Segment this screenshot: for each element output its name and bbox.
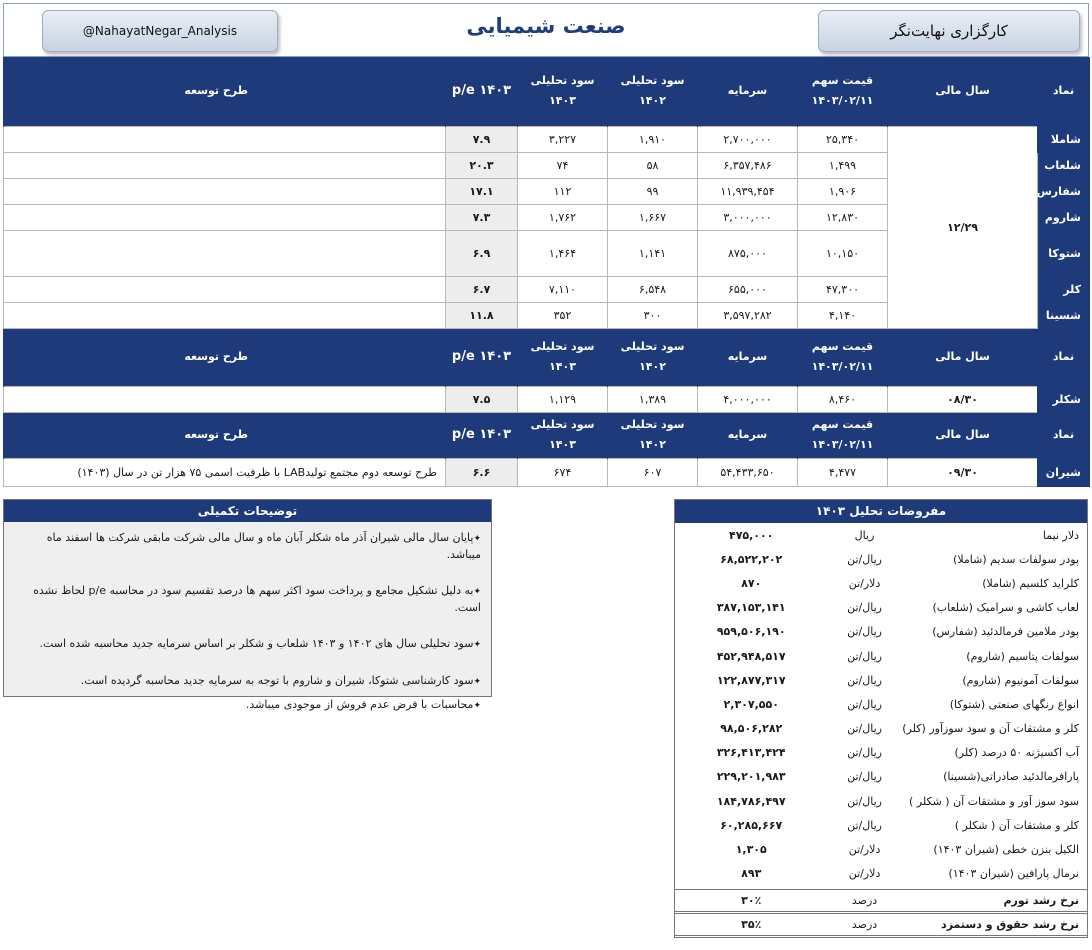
table-row [4,386,1090,412]
capital-cell: ۶۵۵,۰۰۰ [698,276,798,302]
assumption-row [675,741,1087,765]
assumption-name: کلراید کلسیم (شاملا) [982,576,1079,590]
pe-cell: ۶.۷ [446,276,518,302]
symbol-cell: شاروم [1038,204,1090,230]
handle-badge[interactable] [42,10,278,52]
development-cell [4,178,446,204]
pe-cell: ۶.۹ [446,230,518,276]
assumption-unit: ریال/تن [847,649,882,663]
page-title: صنعت شیمیایی [466,14,626,38]
pe-cell: ۷.۵ [446,386,518,412]
col-price-l1: قیمت سهم [811,418,874,431]
eps1402-cell: ۶,۵۴۸ [608,276,698,302]
capital-cell: ۴,۰۰۰,۰۰۰ [698,386,798,412]
assumption-value: ۴۷۵,۰۰۰ [728,528,774,542]
col-eps1402-l1: سود تحلیلی [620,418,685,431]
assumptions-panel [674,499,1088,938]
capital-cell: ۵۴,۴۳۳,۶۵۰ [698,458,798,486]
development-cell [4,386,446,412]
symbol-cell: شفارس [1038,178,1090,204]
fiscal-year-cell: ۰۸/۳۰ [888,386,1038,412]
assumption-unit: ریال [854,528,875,542]
assumption-value: ۳۲۶,۴۱۳,۴۲۴ [716,746,786,760]
col-fiscal-year: سال مالی [888,412,1038,458]
eps1403-cell: ۱,۴۶۴ [518,230,608,276]
price-cell: ۱,۴۹۹ [798,152,888,178]
symbol-cell: شلعاب [1038,152,1090,178]
assumption-unit: ریال/تن [847,625,882,639]
assumption-row [675,644,1087,668]
pe-cell: ۲۰.۳ [446,152,518,178]
col-capital: سرمایه [698,57,798,126]
col-price-l1: قیمت سهم [811,340,874,353]
development-cell [4,302,446,328]
assumption-row [675,813,1087,837]
col-fiscal-year: سال مالی [888,57,1038,126]
bullet-icon: ✦ [473,640,481,650]
col-price-l2: ۱۴۰۳/۰۲/۱۱ [811,438,874,451]
col-price-l2: ۱۴۰۳/۰۲/۱۱ [811,360,874,373]
price-cell: ۸,۴۶۰ [798,386,888,412]
note-text: محاسبات با فرض عدم فروش از موجودی میباشد. [245,698,474,711]
bullet-icon: ✦ [473,587,481,597]
assumption-row [675,596,1087,620]
assumption-unit: ریال/تن [847,770,882,784]
col-eps1402-l1: سود تحلیلی [620,74,685,88]
col-eps1403-l1: سود تحلیلی [530,418,595,431]
symbol-cell: شسینا [1038,302,1090,328]
assumption-row [675,765,1087,789]
capital-cell: ۳,۰۰۰,۰۰۰ [698,204,798,230]
assumption-row [675,668,1087,692]
development-cell [4,230,446,276]
col-eps1403-l2: ۱۴۰۳ [549,94,576,108]
col-capital: سرمایه [698,328,798,386]
header-row-1 [4,57,1090,126]
col-development: طرح توسعه [4,328,446,386]
table-row [4,126,1090,152]
pe-cell: ۱۷.۱ [446,178,518,204]
assumption-row [675,692,1087,716]
assumption-row [675,717,1087,741]
col-capital: سرمایه [698,412,798,458]
assumption-value: ۶۰,۲۸۵,۶۶۷ [720,818,783,832]
assumptions-title: مفروضات تحلیل ۱۴۰۳ [675,500,1087,523]
symbol-cell: شکلر [1038,386,1090,412]
eps1402-cell: ۹۹ [608,178,698,204]
price-cell: ۱۰,۱۵۰ [798,230,888,276]
assumption-name: کلر و مشتقات آن ( شکلر ) [954,818,1079,832]
eps1403-cell: ۱,۷۶۲ [518,204,608,230]
assumption-unit: ریال/تن [847,552,882,566]
assumption-value: ۸۹۳ [741,867,762,881]
col-price [798,328,888,386]
assumption-name: نرمال پارافین (شیران ۱۴۰۳) [948,867,1079,881]
price-cell: ۴,۱۴۰ [798,302,888,328]
assumption-row [675,620,1087,644]
assumption-value: ۶۸,۵۲۲,۲۰۲ [720,552,783,566]
brand-text: کارگزاری نهایت‌نگر [890,22,1008,40]
eps1402-cell: ۳۰۰ [608,302,698,328]
assumption-name: پودر سولفات سدیم (شاملا) [953,552,1079,566]
col-development: طرح توسعه [4,57,446,126]
header-row-3 [4,412,1090,458]
symbol-cell: کلر [1038,276,1090,302]
col-development: طرح توسعه [4,412,446,458]
development-cell [4,276,446,302]
bullet-icon: ✦ [473,534,481,544]
eps1402-cell: ۱,۹۱۰ [608,126,698,152]
symbol-cell: شاملا [1038,126,1090,152]
brand-badge[interactable] [818,10,1080,52]
notes-list [4,522,491,714]
bullet-icon: ✦ [473,701,481,711]
assumption-row [675,837,1087,861]
col-eps1402 [608,57,698,126]
col-eps1403 [518,412,608,458]
valuation-table [3,57,1090,487]
eps1403-cell: ۱,۱۲۹ [518,386,608,412]
assumption-name: سولفات پتاسیم (شاروم) [966,649,1079,663]
assumption-name: انواع رنگهای صنعتی (شتوکا) [949,697,1079,711]
assumption-name: دلار نیما [1042,528,1079,542]
assumption-value: ۳۸۷,۱۵۳,۱۴۱ [716,601,786,615]
assumption-name: کلر و مشتقات آن و سود سوزآور (کلر) [902,722,1079,736]
capital-cell: ۸۷۵,۰۰۰ [698,230,798,276]
col-price-l2: ۱۴۰۳/۰۲/۱۱ [811,94,874,108]
handle-text: @NahayatNegar_Analysis [82,24,238,38]
note-text: پایان سال مالی شیران آذر ماه شکلر آبان ماه و سال مالی شرکت مابقی شرکت ها اسفند ماه میباشد. [46,531,481,561]
assumption-unit: دلار/تن [848,843,881,857]
inflation-rate-row [675,889,1087,912]
col-eps1403-l1: سود تحلیلی [530,74,595,88]
pe-cell: ۱۱.۸ [446,302,518,328]
assumption-unit: ریال/تن [847,697,882,711]
note-text: سود کارشناسی شتوکا، شیران و شاروم با توجه به سرمایه جدید محاسبه گردیده است. [80,674,474,687]
eps1403-cell: ۳۵۲ [518,302,608,328]
wage-rate-row [675,913,1087,936]
development-cell [4,152,446,178]
wage-rate-unit: درصد [851,918,878,931]
note-item [10,697,481,714]
col-eps1402 [608,328,698,386]
assumption-name: الکیل بنزن خطی (شیران ۱۴۰۳) [933,843,1079,857]
capital-cell: ۳,۵۹۷,۲۸۲ [698,302,798,328]
col-symbol: نماد [1038,57,1090,126]
eps1402-cell: ۵۸ [608,152,698,178]
note-item [10,530,481,563]
price-cell: ۴,۴۷۷ [798,458,888,486]
col-price-l1: قیمت سهم [811,74,874,88]
assumption-unit: ریال/تن [847,746,882,760]
eps1403-cell: ۷,۱۱۰ [518,276,608,302]
assumption-value: ۱۸۴,۷۸۶,۴۹۷ [716,794,786,808]
wage-rate-label: نرخ رشد حقوق و دستمزد [941,918,1079,931]
notes-title: توضیحات تکمیلی [4,500,491,522]
note-text: به دلیل تشکیل مجامع و پرداخت سود اکثر سهم ها درصد تقسیم سود در محاسبه p/e لحاظ نشده است. [33,584,481,614]
fiscal-year-cell: ۰۹/۳۰ [888,458,1038,486]
assumption-row [675,571,1087,595]
assumption-value: ۲۲۹,۲۰۱,۹۸۳ [716,770,786,784]
eps1403-cell: ۶۷۴ [518,458,608,486]
assumption-value: ۹۵۹,۵۰۶,۱۹۰ [716,625,786,639]
col-eps1403-l1: سود تحلیلی [530,340,595,353]
assumption-name: سولفات آمونیوم (شاروم) [962,673,1079,687]
eps1402-cell: ۶۰۷ [608,458,698,486]
assumption-value: ۱۲۲,۸۷۷,۳۱۷ [716,673,786,687]
assumption-unit: ریال/تن [847,818,882,832]
page-header [3,3,1089,57]
development-cell [4,204,446,230]
eps1402-cell: ۱,۳۸۹ [608,386,698,412]
table-row [4,458,1090,486]
col-price [798,57,888,126]
capital-cell: ۱۱,۹۳۹,۴۵۴ [698,178,798,204]
inflation-rate-value: ۳۰٪ [741,894,762,907]
col-price [798,412,888,458]
assumption-row [675,862,1087,886]
pe-cell: ۶.۶ [446,458,518,486]
eps1403-cell: ۷۴ [518,152,608,178]
eps1403-cell: ۳,۲۲۷ [518,126,608,152]
col-eps1402-l2: ۱۴۰۲ [639,94,666,108]
assumption-row [675,547,1087,571]
assumption-value: ۴۵۲,۹۴۸,۵۱۷ [716,649,786,663]
inflation-rate-label: نرخ رشد تورم [1003,894,1079,907]
symbol-cell: شیران [1038,458,1090,486]
assumption-unit: دلار/تن [848,867,881,881]
col-eps1403 [518,57,608,126]
assumption-unit: ریال/تن [847,601,882,615]
eps1402-cell: ۱,۶۶۷ [608,204,698,230]
pe-cell: ۷.۳ [446,204,518,230]
assumption-name: آب اکسیژنه ۵۰ درصد (کلر) [954,746,1079,760]
assumption-name: لعاب کاشی و سرامیک (شلعاب) [932,601,1079,615]
development-cell [4,126,446,152]
col-eps1402-l1: سود تحلیلی [620,340,685,353]
capital-cell: ۶,۳۵۷,۴۸۶ [698,152,798,178]
eps1402-cell: ۱,۱۴۱ [608,230,698,276]
col-fiscal-year: سال مالی [888,328,1038,386]
col-eps1403 [518,328,608,386]
col-pe: p/e ۱۴۰۳ [446,328,518,386]
price-cell: ۲۵,۳۴۰ [798,126,888,152]
assumption-row [675,789,1087,813]
note-item [10,636,481,653]
price-cell: ۱۲,۸۳۰ [798,204,888,230]
assumption-value: ۱,۳۰۵ [735,843,767,857]
col-pe: p/e ۱۴۰۳ [446,412,518,458]
assumption-unit: ریال/تن [847,722,882,736]
bullet-icon: ✦ [473,677,481,687]
assumption-name: پارافرمالدئید صادراتی(شسینا) [943,770,1079,784]
development-cell: طرح توسعه دوم مجتمع تولیدLAB با ظرفیت اسمی ۷۵ هزار تن در سال (۱۴۰۳) [4,458,446,486]
note-item [10,673,481,690]
fiscal-year-cell: ۱۲/۲۹ [888,126,1038,328]
assumption-value: ۲,۳۰۷,۵۵۰ [723,697,779,711]
col-pe: p/e ۱۴۰۳ [446,57,518,126]
assumption-row [675,523,1087,547]
assumptions-table [675,523,1087,886]
col-symbol: نماد [1038,328,1090,386]
price-cell: ۴۷,۳۰۰ [798,276,888,302]
assumption-name: پودر ملامین فرمالدئید (شفارس) [932,625,1079,639]
eps1403-cell: ۱۱۲ [518,178,608,204]
assumption-unit: دلار/تن [848,576,881,590]
symbol-cell: شتوکا [1038,230,1090,276]
pe-cell: ۷.۹ [446,126,518,152]
col-eps1403-l2: ۱۴۰۳ [549,438,576,451]
note-item [10,583,481,616]
notes-panel [3,499,492,711]
capital-cell: ۲,۷۰۰,۰۰۰ [698,126,798,152]
assumption-unit: ریال/تن [847,794,882,808]
col-eps1402-l2: ۱۴۰۲ [639,438,666,451]
assumption-value: ۹۸,۵۰۶,۲۸۲ [720,722,783,736]
assumption-unit: ریال/تن [847,673,882,687]
inflation-rate-unit: درصد [851,894,878,907]
col-symbol: نماد [1038,412,1090,458]
header-row-2 [4,328,1090,386]
assumption-value: ۸۷۰ [741,576,762,590]
col-eps1403-l2: ۱۴۰۳ [549,360,576,373]
col-eps1402 [608,412,698,458]
col-eps1402-l2: ۱۴۰۲ [639,360,666,373]
price-cell: ۱,۹۰۶ [798,178,888,204]
note-text: سود تحلیلی سال های ۱۴۰۲ و ۱۴۰۳ شلعاب و شکلر بر اساس سرمایه جدید محاسبه شده است. [39,637,474,650]
assumption-name: سود سوز آور و مشتقات آن ( شکلر ) [909,794,1079,808]
wage-rate-value: ۳۵٪ [741,918,762,931]
